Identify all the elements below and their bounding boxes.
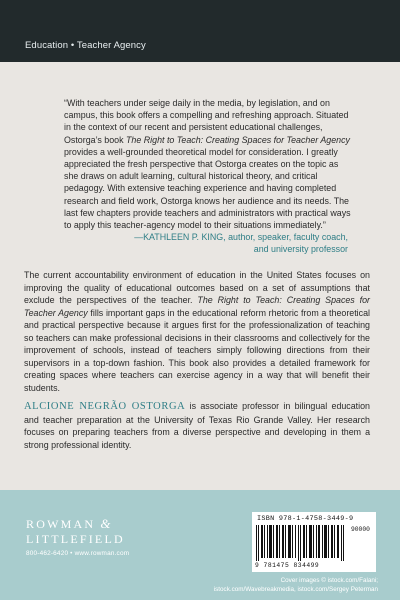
description-book-title: The Right to Teach: Creating Spaces for Teacher Agency [24,295,370,318]
author-bio-text: is associate professor in bilingual education and teacher preparation at the University of Texas Rio Grande Valley. Her research focuses on preparing teachers from a diverse perspective and developing in them a strong professional identity. [24,401,370,450]
publisher-ampersand: & [100,516,111,531]
price-code: 90000 [351,526,370,533]
publisher-contact: 800-462-6420 • www.rowman.com [26,550,130,557]
publisher-name-2: LITTLEFIELD [26,532,125,546]
quote-book-title: The Right to Teach: Creating Spaces for Teacher Agency [126,134,350,145]
isbn-label: ISBN 978-1-4758-3449-9 [257,515,354,523]
endorsement-quote [64,97,354,231]
publisher-name-1: ROWMAN [26,517,96,531]
attribution-line-2: and university professor [253,244,348,255]
credits-line-1: Cover images © istock.com/Falani; [280,577,378,584]
author-bio [24,400,370,451]
image-credits [198,577,378,594]
endorsement-attribution [88,231,348,255]
ean-number: 9 781475 834499 [255,562,320,569]
quote-text-2: provides a well-grounded theoretical model for consideration. I greatly appreciated the fresh perspective that Ostorga creates on the topic as she draws on adult learning, cultural historical theory, and critical pedagogy. With extensive teaching experience and having completed research and field work, Ostorga knows her audience and its needs. The last few chapters provide teachers and administrators with practical ways to apply this teacher-agency model to their situations immediately.” [64,146,351,231]
attribution-line-1: —KATHLEEN P. KING, author, speaker, faculty coach, [134,232,348,242]
description-text-1: The current accountability environment of education in the United States focuses on improving the quality of educational outcomes based on a set of assumptions that exclude the perspectives of the teacher. [24,270,370,305]
category-label: Education • Teacher Agency [25,40,146,51]
barcode-panel [252,512,376,572]
ean-barcode-icon [256,525,348,561]
footer-band [0,490,400,600]
quote-text-1: “With teachers under seige daily in the media, by legislation, and on campus, this book offers a compelling and refreshing approach. Situated in the context of our recent and persistent educational challenges, Ostorga’s book [64,98,349,145]
publisher-logo [26,516,125,547]
author-name: ALCIONE NEGRÃO OSTORGA [24,401,186,412]
credits-line-2: istock.com/Wavebreakmedia, istock.com/Sergey Peterman [213,585,378,593]
book-description [24,269,370,394]
header-band [0,0,400,62]
description-text-2: fills important gaps in the educational reform rhetoric from a theoretical and practical perspective because it argues first for the professionalization of teaching so teachers can make professional decisions in their classrooms and collectively for the improvement of schools, instead of teachers simply following directions from their supervisors in a top-down fashion. This book also provides a detailed framework for creating spaces where teachers can exercise agency in a way that will benefit their students. [24,307,370,393]
